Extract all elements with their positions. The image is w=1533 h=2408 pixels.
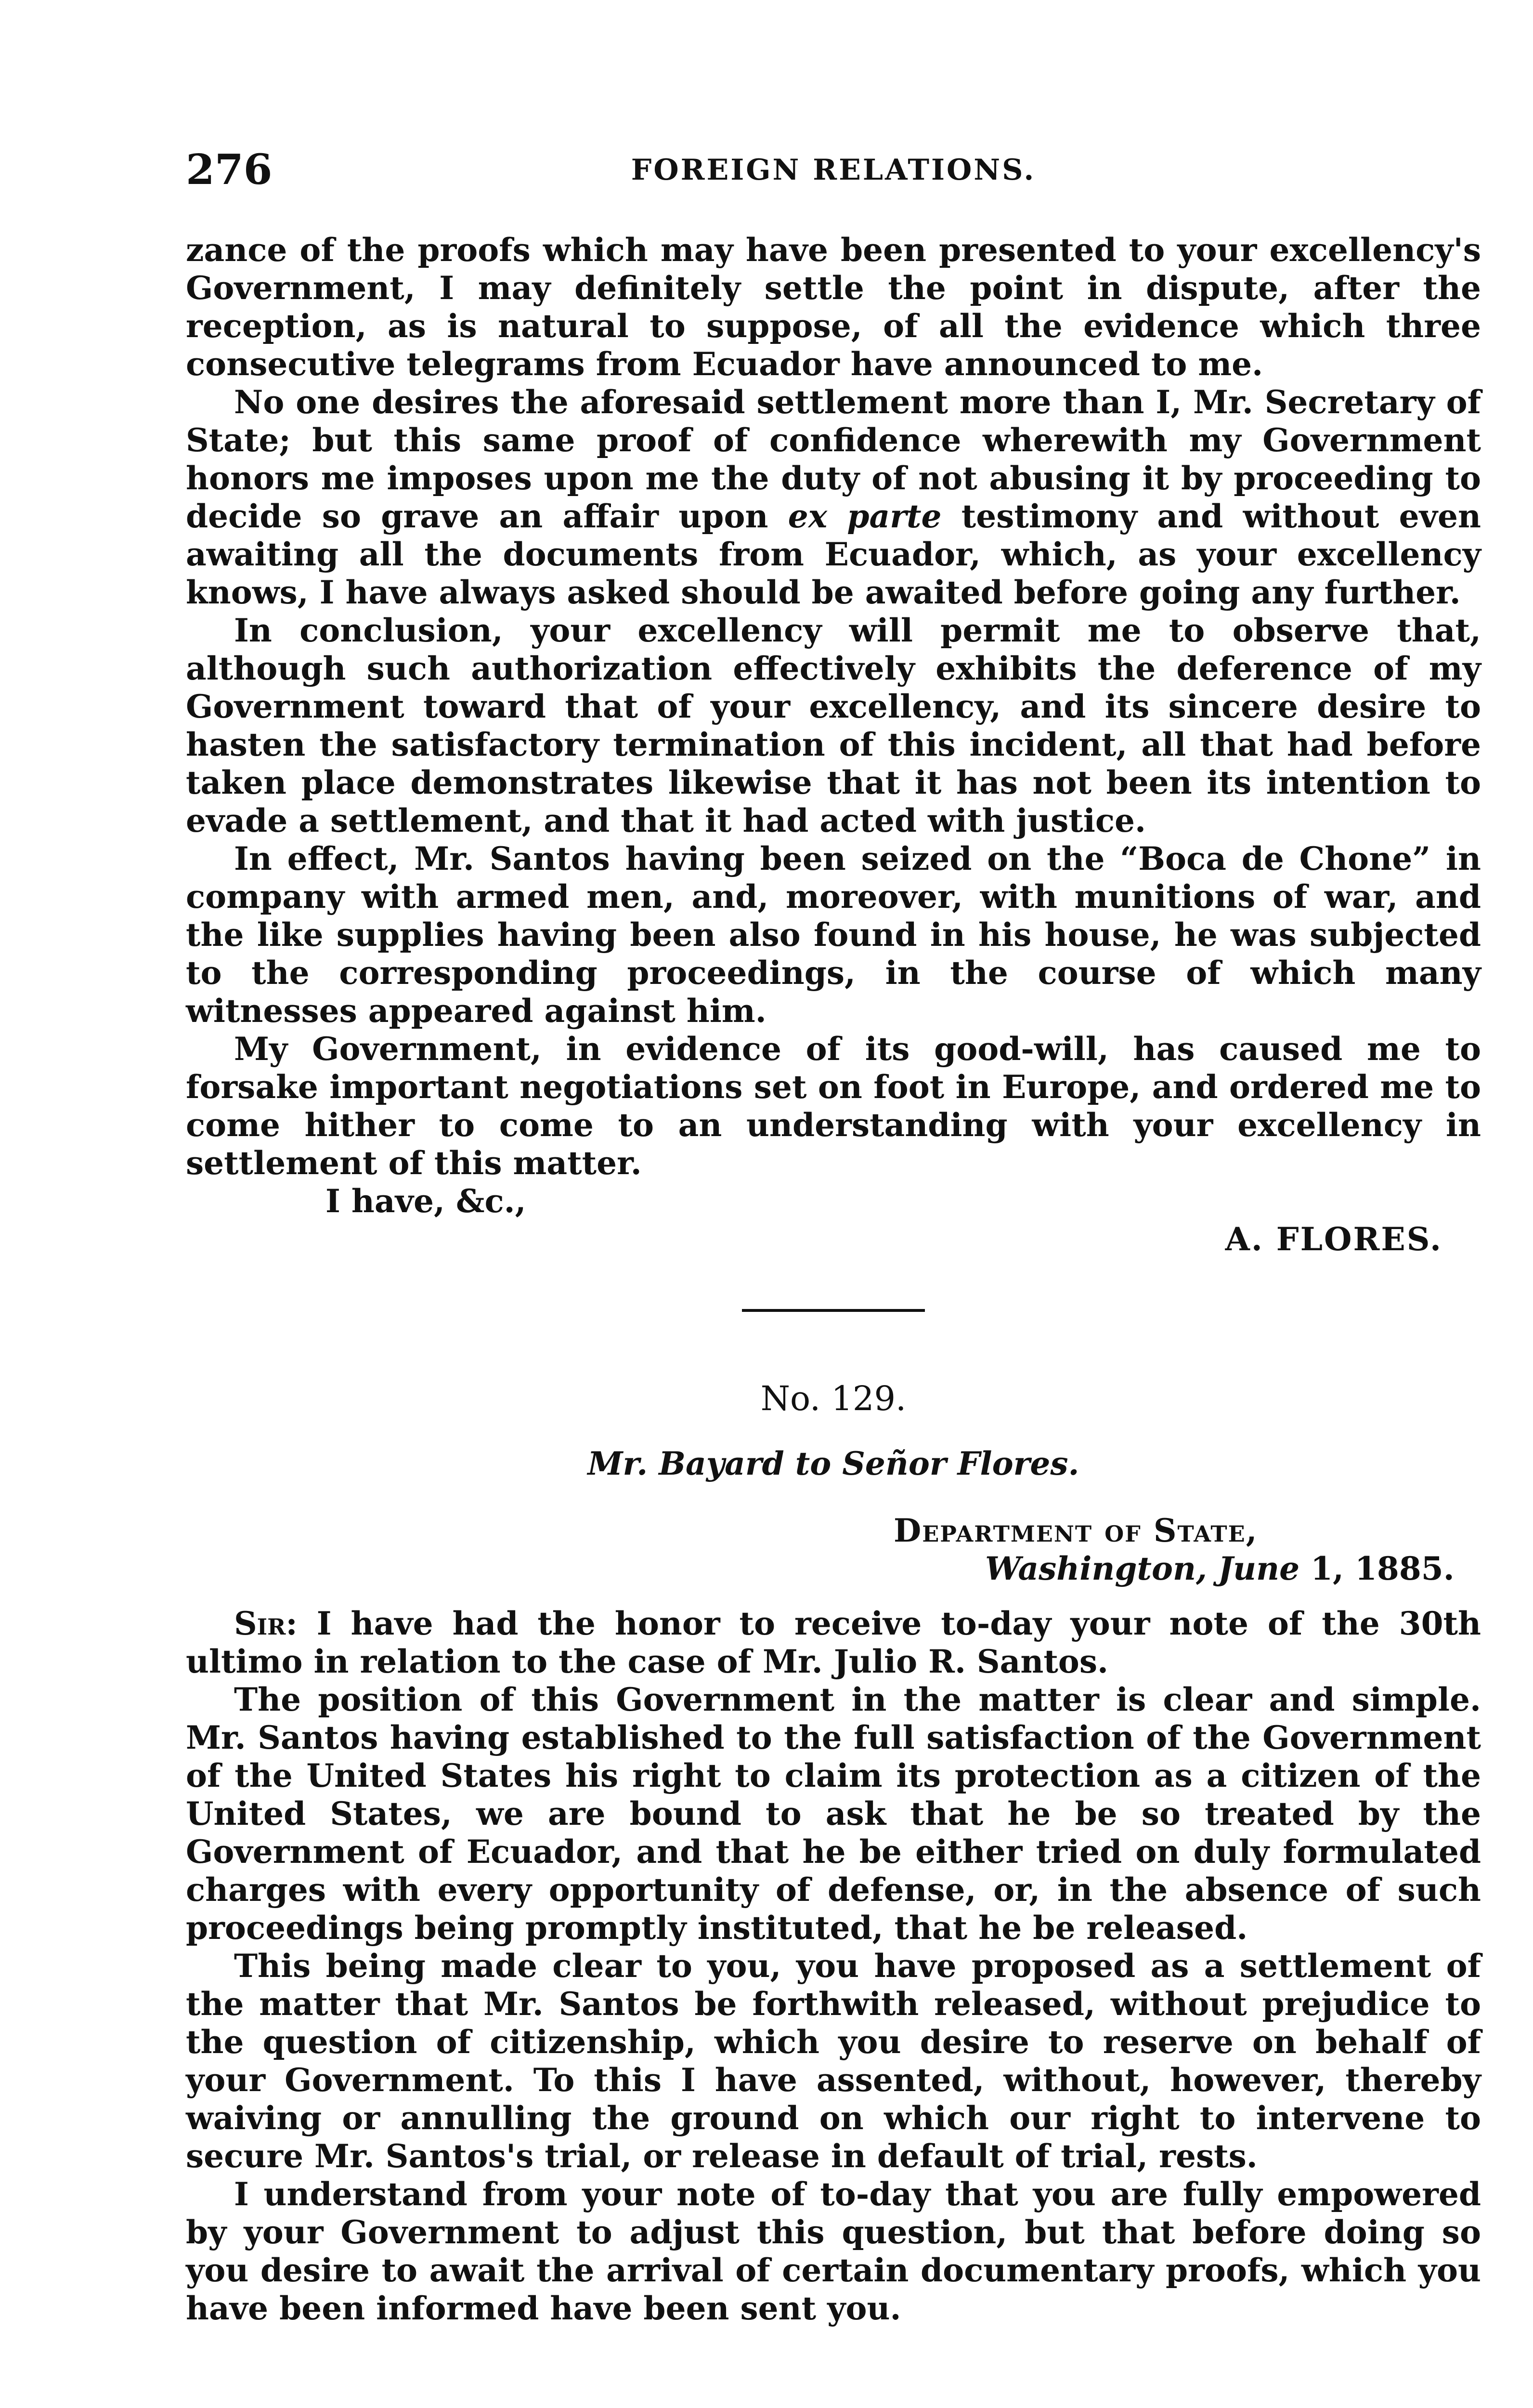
paragraph bbox=[186, 1605, 1481, 1681]
salutation: Sir: bbox=[234, 1605, 298, 1642]
paragraph: My Government, in evidence of its good-will, has caused me to forsake important negotiations set on foot in Europe, and ordered me to come hither to come to an understanding with your excellency in settlement of this matter. bbox=[186, 1030, 1481, 1182]
running-head: FOREIGN RELATIONS. bbox=[631, 153, 1036, 187]
section-divider bbox=[742, 1309, 925, 1312]
dateline-place bbox=[894, 1550, 1481, 1588]
paragraph: The position of this Government in the matter is clear and simple. Mr. Santos having established to the full satisfaction of the Government of the United States his right to claim its protection as a citizen of the United States, we are bound to ask that he be so treated by the Government of Ecuador, and that he be either tried on duly formulated charges with every opportunity of defense, or, in the absence of such proceedings being promptly instituted, that he be released. bbox=[186, 1681, 1481, 1947]
paragraph: In effect, Mr. Santos having been seized on the “Boca de Chone” in company with armed men, and, moreover, with munitions of war, and the like supplies having been also found in his house, he was subjected to the corresponding proceedings, in the course of which many witnesses appeared against him. bbox=[186, 840, 1481, 1030]
paragraph: zance of the proofs which may have been presented to your excellency's Government, I may definitely settle the point in dispute, after the reception, as is natural to suppose, of all the evidence which three consecutive telegrams from Ecuador have announced to me. bbox=[186, 231, 1481, 383]
dateline bbox=[186, 1512, 1481, 1588]
document-subtitle: Mr. Bayard to Señor Flores. bbox=[587, 1445, 1079, 1482]
paragraph-text: No one desires the aforesaid settlement more than I, Mr. Secretary of State; but this same proof of confidence wherewith my Government honors me imposes upon me the duty of not abusing it by proceeding to decide so grave an affair upon bbox=[186, 383, 1481, 535]
dateline-department: Department of State, bbox=[894, 1512, 1258, 1549]
page-number: 276 bbox=[186, 145, 273, 194]
paragraph-text: testimony and without even awaiting all the documents from Ecuador, which, as your excellency knows, I have always asked should be awaited before going any further. bbox=[186, 497, 1481, 611]
paragraph: I understand from your note of to-day that you are fully empowered by your Government to adjust this question, but that before doing so you desire to await the arrival of certain documentary proofs, which you have been informed have been sent you. bbox=[186, 2175, 1481, 2327]
page-header bbox=[186, 144, 1481, 196]
document-number: No. 129. bbox=[760, 1379, 907, 1418]
dateline-day-year: 1, 1885. bbox=[1311, 1550, 1455, 1587]
dateline-city-month: Washington, June bbox=[985, 1550, 1300, 1587]
signature: A. FLORES. bbox=[1225, 1220, 1442, 1258]
page-body bbox=[186, 231, 1481, 2328]
paragraph-text: I have had the honor to receive to-day your note of the 30th ultimo in relation to the case of Mr. Julio R. Santos. bbox=[186, 1605, 1481, 1680]
paragraph: In conclusion, your excellency will permit me to observe that, although such authorization effectively exhibits the deference of my Government toward that of your excellency, and its sincere desire to hasten the satisfactory termination of this incident, all that had before taken place demonstrates likewise that it has not been its intention to evade a settlement, and that it had acted with justice. bbox=[186, 612, 1481, 839]
italic-phrase: ex parte bbox=[788, 497, 942, 535]
paragraph bbox=[186, 383, 1481, 612]
paragraph: This being made clear to you, you have proposed as a settlement of the matter that Mr. Santos be forthwith released, without prejudice to the question of citizenship, which you desire to reserve on behalf of your Government. To this I have assented, without, however, thereby waiving or annulling the ground on which our right to intervene to secure Mr. Santos's trial, or release in default of trial, rests. bbox=[186, 1947, 1481, 2175]
closing-line: I have, &c., bbox=[325, 1182, 526, 1220]
